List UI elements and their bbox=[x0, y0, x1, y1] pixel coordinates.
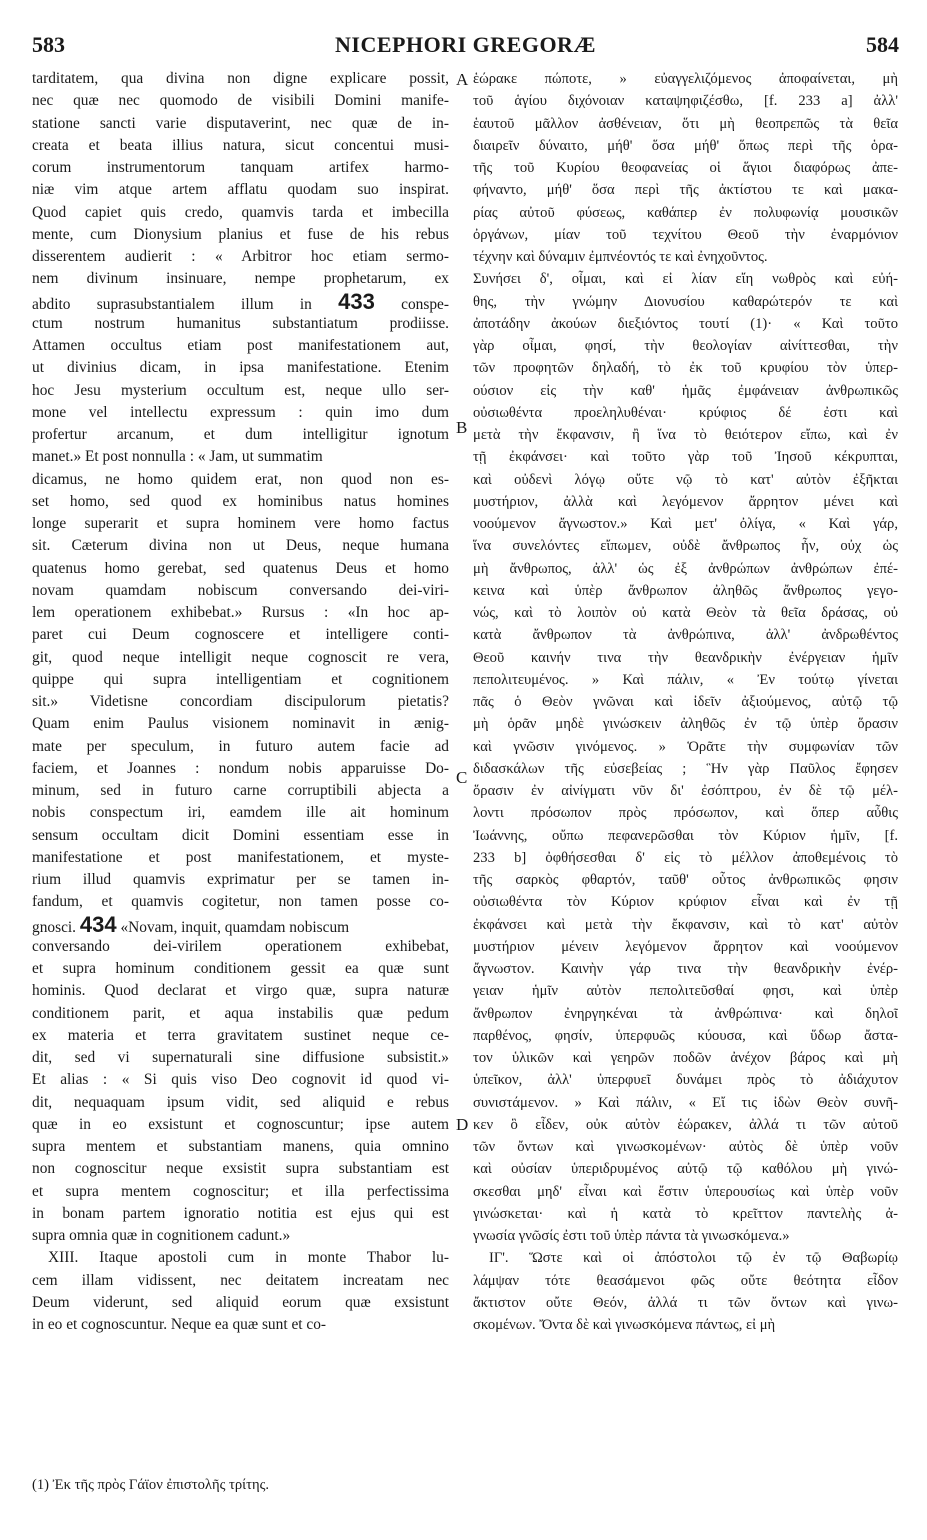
greek-line: ἑώρακε πώποτε, » εὐαγγελιζόμενος ἀποφαίνεται, μὴ bbox=[473, 71, 898, 87]
latin-line: conversando dei-virilem operationem exhibebat, bbox=[32, 937, 449, 955]
latin-line: mone vel intellectu expressum : quin imo dum bbox=[32, 403, 449, 421]
greek-line: σκομένων. Ὄντα δὲ καὶ γινωσκόμενα πάντως, εἰ μὴ bbox=[473, 1317, 776, 1333]
greek-line: μυστήριον μένειν λεγόμενον ἄρρητον καὶ νοούμενον bbox=[473, 938, 898, 955]
footnote: (1) Ἐκ τῆς πρὸς Γάϊον ἐπιστολῆς τρίτης. bbox=[32, 1477, 270, 1493]
latin-line: lem operationem exhibebat.» Rursus : «In hoc ap- bbox=[32, 604, 449, 621]
latin-line: dicamus, ne homo quidem erat, non quod non es- bbox=[32, 470, 449, 488]
latin-line: cem illam vidissent, nec deitatem increatam nec bbox=[32, 1271, 449, 1289]
greek-line: τῆς σαρκὸς φθαρτόν, ταῦθ' οὗτος ἀνθρωπικῶς φησιν bbox=[473, 872, 898, 888]
greek-line: γὰρ οἶμαι, φησί, τὴν θεολογίαν αἰνίττεσθαι, τὴν bbox=[473, 338, 898, 354]
greek-line: ἀποτάδην ἀκούων διεξιόντος τουτί (1)· « Καὶ τοῦτο bbox=[473, 315, 898, 332]
greek-line: γνωσία γνῶσίς ἐστι τοῦ ὑπὲρ πάντα τὰ γινωσκόμενα.» bbox=[473, 1228, 790, 1244]
greek-line: ρίας αὐτοῦ φύσεως, καθάπερ ἐν πολυφωνίᾳ μουσικῶν bbox=[473, 204, 898, 221]
latin-line bbox=[32, 291, 449, 313]
greek-line: σκεσθαι μηδ' εἶναι καὶ ἔστιν ὑπερουσίως καὶ ὑπὲρ νοῦν bbox=[473, 1183, 898, 1200]
latin-line: fandum, et quamvis cogitetur, non tamen posse co- bbox=[32, 893, 449, 911]
latin-column bbox=[32, 68, 449, 1336]
latin-line: Deum viderunt, sed aliquid eorum quæ exsistunt bbox=[32, 1293, 449, 1311]
greek-line: ἵνα συνελόντες εἴπωμεν, οὐδὲ ἄνθρωπος ἦν, οὐχ ὡς bbox=[473, 538, 898, 555]
greek-line: γινώσκεται· καὶ ἡ κατὰ τὸ κρεῖττον παντελὴς ἀ- bbox=[473, 1205, 898, 1222]
greek-line: καὶ οὐσίαν ὑπεριδρυμένος αὐτῷ τῷ καθόλου μὴ γινώ- bbox=[473, 1161, 898, 1178]
latin-line: ctum nostrum humanitus substantiatum prodiisse. bbox=[32, 314, 449, 332]
latin-line-text: «Novam, inquit, quamdam nobiscum bbox=[116, 918, 350, 936]
greek-line: διαιρεῖν δύναιτο, μήθ' ὅσα μήθ' ὅπως περὶ τῆς ὁρα- bbox=[473, 137, 898, 154]
greek-line: ὅρασιν ἐν αἰνίγματι νῦν δι' ἐσόπτρου, ἐν δὲ τῷ μέλ- bbox=[473, 783, 898, 799]
latin-line: XIII. Itaque apostoli cum in monte Thabor lu- bbox=[48, 1249, 449, 1267]
section-mark-d: D bbox=[456, 1115, 469, 1134]
latin-line: minum, sed in futuro carne corruptibili abjecta a bbox=[32, 782, 449, 799]
greek-line: πεπολιτευμένος. » Καὶ πάλιν, « Ἐν τούτῳ γίνεται bbox=[473, 671, 898, 688]
section-mark-b: B bbox=[456, 418, 468, 437]
latin-line: git, quod neque intelligit neque cognoscit re vera, bbox=[32, 648, 449, 666]
greek-line: κεινα καὶ ὑπὲρ ἄνθρωπον ἀληθῶς ἄνθρωπος γεγο- bbox=[473, 582, 898, 599]
greek-line: νοούμενον ἄγνωστον.» Καὶ μετ' ὀλίγα, « Καὶ γάρ, bbox=[473, 516, 898, 532]
greek-line: μὴ ἄνθρωπος, ἀλλ' ὡς ἐξ ἀνθρώπων ἀνθρώπων ἐπέ- bbox=[473, 560, 898, 577]
greek-line: συνιστάμενον. » Καὶ πάλιν, « Εἴ τις ἰδὼν Θεὸν συνῆ- bbox=[473, 1094, 898, 1111]
running-title: NICEPHORI GREGORÆ bbox=[335, 32, 596, 57]
latin-line: manet.» Et post nonnulla : « Jam, ut summatim bbox=[32, 448, 323, 466]
latin-line: creata et beata illius natura, sicut concentui musi- bbox=[32, 136, 449, 154]
greek-line: λάμψαν τότε θεασάμενοι φῶς οὔτε θεότητα εἶδον bbox=[473, 1272, 898, 1289]
latin-line: niæ vim atque artem afflatu quodam suo inspirat. bbox=[32, 181, 449, 199]
section-mark-a: A bbox=[456, 70, 469, 89]
marginal-number-434: 434 bbox=[79, 913, 117, 936]
greek-line: πᾶς ὁ Θεὸν γνῶναι καὶ ἰδεῖν ἀξιούμενος, αὐτῷ τῷ bbox=[473, 694, 898, 710]
greek-line: Ἰωάννης, οὔπω πεφανερῶσθαι τὸν Κύριον ἡμῖν, [f. bbox=[473, 827, 898, 844]
latin-line: ut divinius dicam, in ipsa manifestatione. Etenim bbox=[32, 359, 449, 377]
latin-line: nem divinum insinuare, nempe prophetarum, ex bbox=[32, 270, 449, 288]
greek-line: τον ὑλικῶν καὶ γεηρῶν ποδῶν ἀνέχον βάρος καὶ μὴ bbox=[473, 1050, 898, 1066]
greek-line: ὀργάνων, μίαν τοῦ τεχνίτου Θεοῦ τὴν ἐναρμόνιον bbox=[473, 226, 898, 243]
latin-line: profertur arcanum, et dum intelligitur ignotum bbox=[32, 426, 449, 443]
latin-line: in bonam partem ignoratio notitia est ejus qui est bbox=[32, 1204, 449, 1222]
latin-line: sensum occultam dicit Domini essentiam esse in bbox=[32, 826, 449, 844]
page-number-left: 583 bbox=[32, 32, 65, 57]
greek-line: Συνήσει δ', οἶμαι, καὶ εἰ λίαν εἴη νωθρὸς καὶ εὐή- bbox=[473, 271, 898, 288]
latin-line: hominis. Quod declarat et virgo quæ, supra naturæ bbox=[32, 982, 449, 1000]
latin-line: Quam enim Paulus visionem nominavit in ænig- bbox=[32, 715, 449, 733]
greek-line: οὐσιωθέντα προεληλυθέναι· κρύφιος δέ ἐστι καὶ bbox=[473, 404, 898, 421]
greek-line: μὴ ὁρᾶν μηδὲ γινώσκειν ἀληθῶς ἐν τῷ ὑπὲρ ὅρασιν bbox=[473, 716, 898, 733]
latin-line: novam quamdam nobiscum conversando dei-viri- bbox=[32, 581, 449, 599]
greek-line: ΙΓ'. Ὥστε καὶ οἱ ἀπόστολοι τῷ ἐν τῷ Θαβωρίῳ bbox=[489, 1250, 898, 1267]
greek-line: οὐσιωθέντα τὸν Κύριον κρύφιον εἶναι καὶ ἐν τῇ bbox=[473, 894, 898, 911]
greek-line: ἄγνωστον. Καινὴν γάρ τινα τὴν θεανδρικὴν ἐνέρ- bbox=[473, 961, 898, 977]
greek-line: ὑπεῖκον, ἀλλ' ὑπερφυεῖ δυνάμει πρὸς τὸ ἀδιάχυτον bbox=[473, 1072, 898, 1089]
running-header bbox=[32, 32, 899, 62]
latin-line: set homo, sed quod ex hominibus natus homines bbox=[32, 492, 449, 510]
latin-line-text: abdito suprasubstantialem illum in bbox=[32, 295, 339, 313]
latin-line: ex materia et terra gravitatem sustinet neque ce- bbox=[32, 1026, 449, 1044]
greek-line: μυστήριον, ἀλλὰ καὶ λεγόμενον ἄρρητον μένει καὶ bbox=[473, 493, 898, 510]
latin-line: mente, cum Dionysium planius et fuse de his rebus bbox=[32, 225, 449, 243]
latin-line: et supra hominum conditionem gessit ea quæ sunt bbox=[32, 960, 449, 977]
greek-line: διδασκάλων τῆς εὐσεβείας ; Ἣν γὰρ Παῦλος ἔφησεν bbox=[473, 760, 898, 777]
latin-line: quippe qui supra intelligentiam et cognitionem bbox=[32, 670, 449, 688]
greek-line: καὶ οὐδενὶ λόγῳ οὔτε νῷ τὸ κατ' αὐτὸν ἐξῆκται bbox=[473, 471, 898, 488]
greek-line: θης, τὴν γνώμην Διονυσίου καθαρώτερόν τε καὶ bbox=[473, 293, 898, 310]
latin-line: in eo et cognoscuntur. Neque ea quæ sunt et co- bbox=[32, 1316, 327, 1333]
greek-column bbox=[473, 68, 898, 1336]
latin-line: Attamen occultus etiam post manifestationem aut, bbox=[32, 337, 449, 354]
greek-line: ούσιον εἰς τὴν καθ' ἡμᾶς ἐμφάνειαν ἀνθρωπικῶς bbox=[473, 382, 898, 399]
greek-line: 233 b] ὀφθήσεσθαι δ' εἰς τὸ μέλλον ἀποθεμένοις τὸ bbox=[473, 849, 898, 866]
latin-line: sit.» Videtisne concordiam discipulorum pietatis? bbox=[32, 693, 449, 710]
marginal-number-433: 433 bbox=[338, 290, 375, 313]
greek-line: κατὰ ἄνθρωπον τὰ ἀνθρώπινα, ἀλλ' ἀνδρωθέντος bbox=[473, 627, 898, 644]
greek-line: τέχνην καὶ δύναμιν ἐμπνέοντός τε καὶ ἐνηχοῦντος. bbox=[473, 249, 768, 265]
greek-line: ἐκφάνσει καὶ μετὰ τὴν ἔκφανσιν, καὶ τὸ κατ' αὐτὸν bbox=[473, 916, 898, 933]
latin-line: corum instrumentorum tanquam artifex harmo- bbox=[32, 159, 449, 176]
latin-line: quæ in eo exsistunt et cognoscuntur; ipse autem bbox=[32, 1115, 449, 1133]
greek-line: τῶν προφητῶν δηλαδή, τὸ ἐκ τοῦ κρυφίου τὸν ὑπερ- bbox=[473, 360, 898, 377]
page-number-right: 584 bbox=[866, 32, 899, 57]
latin-line: mate per speculum, in futuro autem facie ad bbox=[32, 737, 449, 755]
greek-line: μετὰ τὴν ἔκφανσιν, ἢ ἵνα τὸ θειότερον εἴπω, καὶ ἐν bbox=[473, 427, 898, 443]
latin-line: dit, nequaquam ipsum vidit, sed aliquid e rebus bbox=[32, 1093, 449, 1111]
latin-line: hoc Jesu mysterium occultum est, neque ullo ser- bbox=[32, 381, 449, 399]
latin-line-text: conspe- bbox=[374, 295, 449, 313]
latin-line: supra mentem et substantiam manens, quia omnino bbox=[32, 1138, 449, 1155]
greek-line: νώς, καὶ τὸ λοιπὸν οὐ κατὰ Θεὸν τὰ θεῖα δράσας, οὐ bbox=[473, 605, 898, 621]
latin-line: longe superarit et supra hominem vere homo factus bbox=[32, 515, 449, 532]
latin-line: manifestatione et post manifestationem, et myste- bbox=[32, 848, 449, 866]
latin-line: nobis conspectum iri, eamdem ille ait hominum bbox=[32, 804, 449, 822]
latin-line: dit, sed vi supernaturali sine diffusione subsistit.» bbox=[32, 1049, 449, 1066]
greek-line: φήναντο, μήθ' ὅσα περὶ τῆς ἀκτίστου τε καὶ μακα- bbox=[473, 182, 898, 199]
greek-line: τῇ ἐκφάνσει· καὶ τοῦτο γὰρ τοῦ Ἰησοῦ κέκρυπται, bbox=[473, 449, 898, 466]
latin-line: quatenus homo gerebat, sed quatenus Deus et homo bbox=[32, 559, 449, 577]
latin-line: Quod capiet quis credo, quamvis tarda et imbecilla bbox=[32, 203, 449, 221]
greek-line: τῶν ὄντων καὶ γινωσκομένων· αὐτὸς δὲ ὑπὲρ νοῦν bbox=[473, 1139, 898, 1155]
greek-line: τοῦ ἁγίου διχόνοιαν καταψηφιζέσθω, [f. 233 a] ἀλλ' bbox=[473, 93, 898, 110]
latin-line: supra omnia quæ in cognitionem cadunt.» bbox=[32, 1227, 291, 1244]
latin-line: Et alias : « Si quis viso Deo cognovit id quod vi- bbox=[32, 1071, 449, 1089]
latin-line: nec quæ nec quomodo de visibili Domini manife- bbox=[32, 92, 449, 110]
latin-line: non cognoscitur neque exsistit supra substantiam est bbox=[32, 1160, 449, 1178]
greek-line: παρθένος, φησίν, ὑπερφυῶς κύουσα, καὶ ὕδωρ ἄστα- bbox=[473, 1027, 898, 1044]
latin-line: conditionem parit, et aqua instabilis quæ pedum bbox=[32, 1004, 449, 1022]
greek-line: ἄκτιστον οὔτε Θεόν, ἀλλά τι τῶν ὄντων καὶ γινω- bbox=[473, 1294, 898, 1311]
latin-line: et supra mentem cognoscitur; et illa perfectissima bbox=[32, 1182, 449, 1200]
greek-line: καὶ γνῶσιν γινόμενος. » Ὁρᾶτε τὴν συμφωνίαν τῶν bbox=[473, 738, 898, 755]
greek-line: Θεοῦ καινήν τινα τὴν θεανδρικὴν ἐνέργειαν ἡμῖν bbox=[473, 649, 898, 666]
section-mark-c: C bbox=[456, 768, 468, 787]
greek-line: κεν ὃ εἶδεν, οὐκ αὐτὸν ἑώρακεν, ἀλλά τι τῶν αὐτοῦ bbox=[473, 1116, 898, 1133]
latin-line: sit. Cæterum divina non ut Deus, neque humana bbox=[32, 537, 449, 555]
latin-line: rium illud quamvis exprimatur per se tamen in- bbox=[32, 871, 449, 888]
greek-line: γειαν ἡμῖν αὐτὸν πεπολιτεῦσθαί φησι, καὶ ὑπὲρ bbox=[473, 983, 898, 1000]
latin-line: faciem, et Joannes : nondum nobis apparuisse Do- bbox=[32, 759, 449, 777]
greek-line: τῆς τοῦ Κυρίου θεοφανείας οἱ ἅγιοι διαφόρως ἀπε- bbox=[473, 160, 898, 176]
latin-line: disserentem audierit : « Arbitror hoc etiam sermo- bbox=[32, 248, 449, 265]
latin-line: paret cui Deum cognoscere et intelligere conti- bbox=[32, 626, 449, 644]
latin-line bbox=[32, 914, 449, 936]
latin-line-text: gnosci. bbox=[32, 918, 80, 936]
greek-line: λοντι πρόσωπον πρὸς πρόσωπον, καὶ ὅπερ αὖθις bbox=[473, 805, 898, 822]
greek-line: ἄνθρωπον ἐνηργηκέναι τὰ ἀνθρώπινα· καὶ δηλοῖ bbox=[473, 1005, 898, 1022]
latin-line: statione sancti varie disputaverint, nec quæ de in- bbox=[32, 114, 449, 132]
greek-line: ἑαυτοῦ μᾶλλον ἀσθένειαν, ὅτι μὴ θεοπρεπῶς τὰ θεῖα bbox=[473, 115, 898, 132]
latin-line: tarditatem, qua divina non digne explicare possit, bbox=[32, 70, 449, 87]
